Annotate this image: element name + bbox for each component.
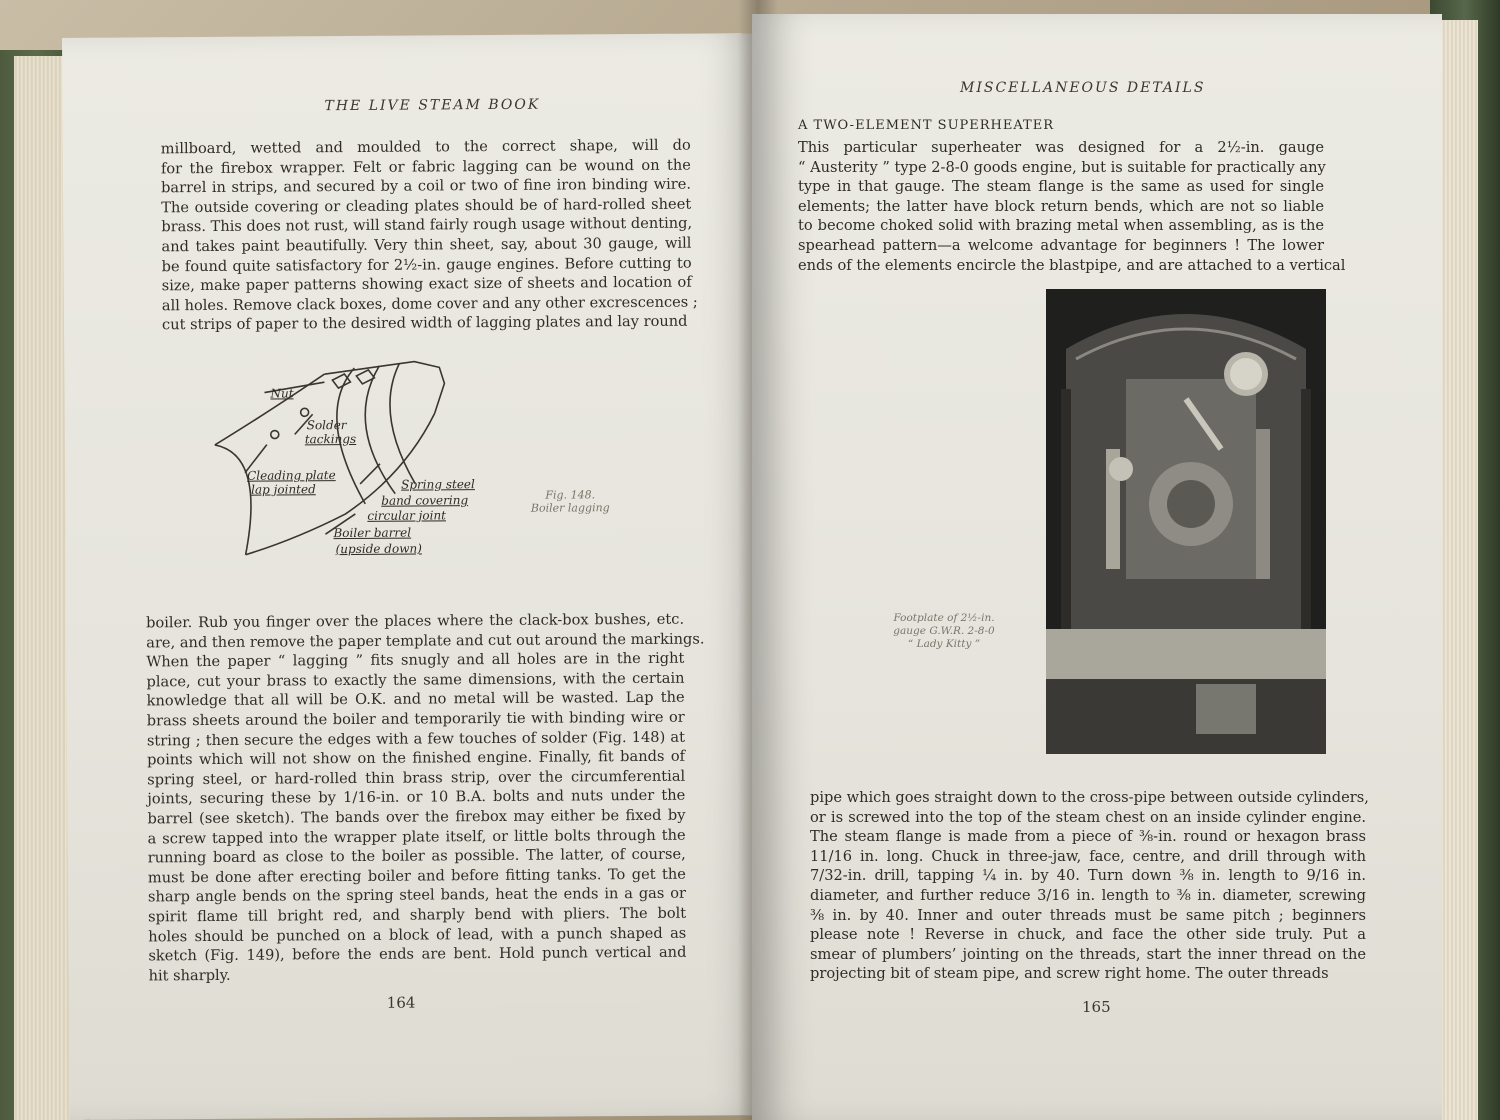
figure-label-spring-1: Spring steel [401, 477, 475, 492]
right-bottom-paragraph [810, 788, 1369, 984]
page-number-left: 164 [386, 993, 416, 1012]
right-bottom-text-line: diameter, and further reduce 3/16 in. length to ⅜ in. diameter, screwing [810, 886, 1366, 904]
left-bottom-text-line: place, cut your brass to exactly the same dimensions, with the certain [146, 669, 685, 691]
running-head-left: THE LIVE STEAM BOOK [324, 96, 541, 115]
left-bottom-text-line: knowledge that all will be O.K. and no metal will be wasted. Lap the [146, 689, 685, 710]
left-bottom-text-line: spirit flame till bright red, and sharply bend with pliers. The bolt [148, 904, 687, 926]
boiler-lagging-figure [204, 353, 506, 575]
right-top-text-line: ends of the elements encircle the blastpipe, and are attached to a vertical [798, 256, 1346, 274]
figure-label-barrel-1: Boiler barrel [333, 525, 412, 541]
figure-caption-number: Fig. 148. [545, 488, 596, 502]
left-top-text-line: barrel in strips, and secured by a coil or two of fine iron binding wire. [160, 175, 692, 197]
right-top-text-line: spearhead pattern—a welcome advantage for beginners ! The lower [798, 236, 1324, 254]
photo-caption-line-1: Footplate of 2½-in. [893, 612, 995, 624]
left-top-text-line: The outside covering or cleading plates should be of hard-rolled sheet [161, 195, 692, 217]
left-top-paragraph [160, 136, 698, 336]
figure-label-barrel-2: (upside down) [335, 541, 422, 557]
left-bottom-text-line: holes should be punched on a block of lead, with a punch shaped as [148, 924, 687, 945]
running-head-right: MISCELLANEOUS DETAILS [960, 80, 1206, 96]
left-top-text-line: size, make paper patterns showing exact size of sheets and location of [161, 273, 692, 295]
left-top-text-line: brass. This does not rust, will stand fairly rough usage without denting, [161, 214, 693, 236]
photo-caption [864, 612, 1024, 651]
figure-label-cleading-1: Cleading plate [247, 468, 336, 483]
right-bottom-text-line: The steam flange is made from a piece of ⅜-in. round or hexagon brass [810, 828, 1366, 846]
right-top-text-line: type in that gauge. The steam flange is the same as used for single [798, 178, 1324, 196]
figure-label-solder-2: tackings [304, 431, 357, 447]
right-top-text-line: to become choked solid with brazing metal when assembling, as is the [798, 217, 1324, 235]
footplate-photo-render [1046, 289, 1326, 754]
right-bottom-text-line: smear of plumbers’ jointing on the threads, start the inner thread on the [810, 945, 1366, 963]
section-heading: A TWO-ELEMENT SUPERHEATER [798, 118, 1055, 133]
figure-caption [515, 488, 625, 515]
right-bottom-text-line: 11/16 in. long. Chuck in three-jaw, face, centre, and drill through with [810, 847, 1366, 865]
figure-caption-title: Boiler lagging [530, 501, 610, 515]
right-page [752, 14, 1442, 1120]
photo-caption-line-2: gauge G.W.R. 2-8-0 [893, 625, 995, 637]
left-bottom-text-line: joints, securing these by 1/16-in. or 10 B.A. bolts and nuts under the [147, 787, 686, 808]
left-bottom-text-line: When the paper “ lagging ” fits snugly and all holes are in the right [146, 649, 685, 671]
left-bottom-text-line: spring steel, or hard-rolled thin brass strip, over the circumferential [147, 767, 686, 789]
figure-label-spring-2: band covering [381, 493, 469, 508]
footplate-photograph [1046, 289, 1326, 754]
right-bottom-text-line: please note ! Reverse in chuck, and face the other side truly. Put a [810, 926, 1366, 944]
left-bottom-text-line: sharp angle bends on the spring steel bands, heat the ends in a gas or [147, 884, 687, 906]
right-top-text-line: “ Austerity ” type 2-8-0 goods engine, but is suitable for practically any [798, 158, 1326, 176]
left-bottom-text-line: must be done after erecting boiler and before fitting tanks. To get the [147, 865, 686, 887]
right-bottom-text-line: or is screwed into the top of the steam chest on an inside cylinder engine. [810, 808, 1366, 826]
left-bottom-paragraph [146, 610, 705, 986]
left-bottom-text-line: points which will not show on the finished engine. Finally, fit bands of [146, 747, 686, 769]
right-bottom-text-line: 7/32-in. drill, tapping ¼ in. by 40. Turn down ⅜ in. length to 9/16 in. [810, 867, 1366, 885]
figure-label-spring-3: circular joint [367, 508, 447, 523]
left-top-text-line: and takes paint beautifully. Very thin sheet, say, about 30 gauge, will [161, 234, 692, 256]
figure-label-solder-1: Solder [306, 418, 347, 433]
left-bottom-text-line: running board as close to the boiler as possible. The latter, of course, [147, 845, 686, 867]
left-bottom-text-line: brass sheets around the boiler and temporarily tie with binding wire or [146, 708, 685, 730]
left-top-text-line: millboard, wetted and moulded to the correct shape, will do [160, 136, 691, 158]
left-bottom-text-line: boiler. Rub you finger over the places where the clack-box bushes, etc. [146, 610, 685, 632]
right-bottom-text-line: projecting bit of steam pipe, and screw right home. The outer threads [810, 965, 1329, 983]
figure-label-cleading-2: lap jointed [251, 482, 316, 497]
figure-label-nut: Nut [270, 386, 294, 401]
left-bottom-text-line: a screw tapped into the wrapper plate itself, or little bolts through the [147, 826, 686, 847]
left-bottom-text-line: are, and then remove the paper template and cut out around the markings. [146, 630, 705, 652]
photo-caption-line-3: “ Lady Kitty ” [907, 638, 981, 650]
left-bottom-text-line: sketch (Fig. 149), before the ends are bent. Hold punch vertical and [148, 943, 687, 965]
left-bottom-text-line: barrel (see sketch). The bands over the firebox may either be fixed by [147, 806, 686, 828]
right-bottom-text-line: pipe which goes straight down to the cross-pipe between outside cylinders, [810, 789, 1369, 806]
page-number-right: 165 [1082, 998, 1111, 1016]
right-top-paragraph [798, 138, 1346, 275]
left-top-text-line: for the firebox wrapper. Felt or fabric lagging can be wound on the [160, 156, 691, 177]
right-top-text-line: elements; the latter have block return bends, which are not so liable [798, 197, 1324, 215]
left-bottom-text-line: hit sharply. [148, 966, 231, 985]
right-bottom-text-line: ⅜ in. by 40. Inner and outer threads must be same pitch ; beginners [810, 906, 1366, 924]
left-page [62, 33, 770, 1120]
left-bottom-text-line: string ; then secure the edges with a few touches of solder (Fig. 148) at [146, 728, 685, 749]
left-top-text-line: all holes. Remove clack boxes, dome cover and any other excrescences ; [161, 293, 698, 315]
right-top-text-line: This particular superheater was designed for a 2½-in. gauge [798, 139, 1324, 156]
left-top-text-line: cut strips of paper to the desired width of lagging plates and lay round [161, 312, 688, 334]
left-top-text-line: be found quite satisfactory for 2½-in. gauge engines. Before cutting to [161, 254, 692, 275]
